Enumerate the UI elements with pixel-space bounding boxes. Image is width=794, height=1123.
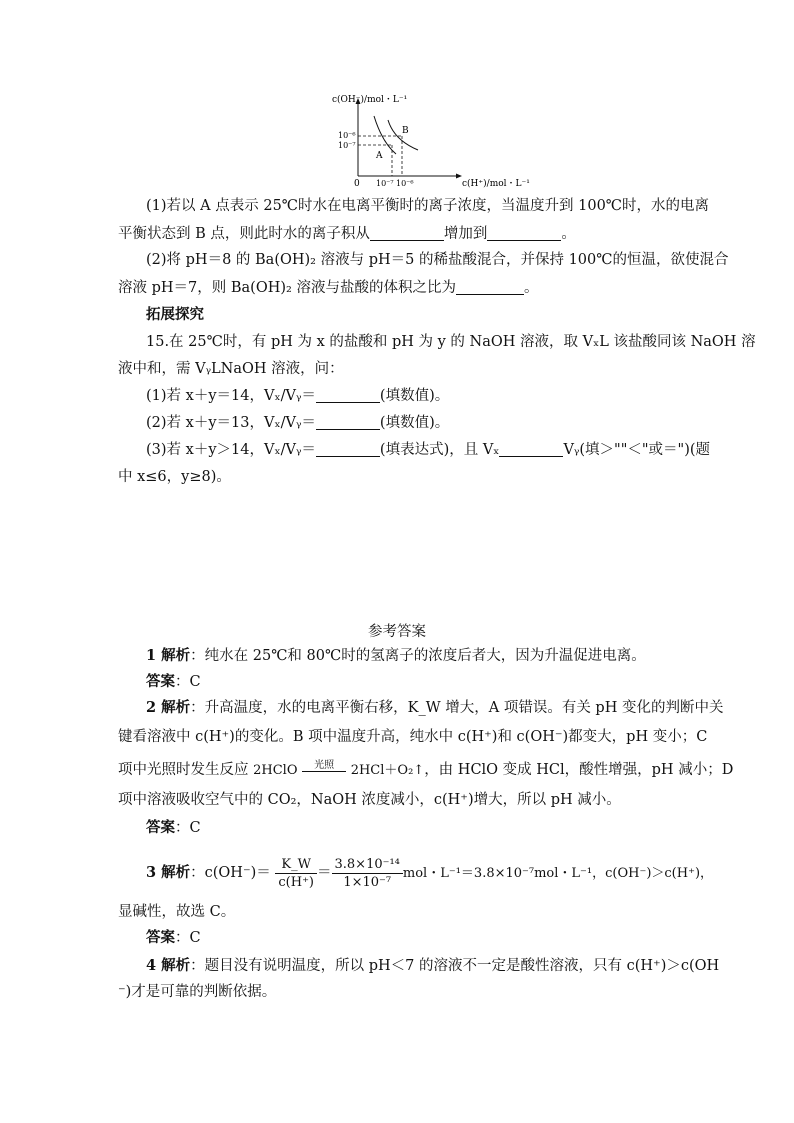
- answer3-fraction-2: [332, 856, 403, 891]
- q15-part2-text-a: (2)若 x＋y＝13，Vₓ/Vᵧ＝: [146, 415, 316, 431]
- q15-part3-blank-2[interactable]: [499, 442, 563, 457]
- q15-part1-text-b: (填数值)。: [379, 388, 450, 404]
- answer3-frac1-den: c(H⁺): [278, 874, 314, 890]
- q14-part2-text-a: 溶液 pH＝7，则 Ba(OH)₂ 溶液与盐酸的体积之比为: [118, 280, 456, 296]
- answer3-result: [146, 928, 201, 948]
- x-tick-high: 10⁻⁶: [396, 179, 414, 188]
- q14-part1-blank-2[interactable]: [487, 226, 561, 241]
- answer2-answer: ：C: [175, 820, 201, 836]
- answer1-analysis: [146, 646, 646, 666]
- answer4-text-1: ：题目没有说明温度，所以 pH＜7 的溶液不一定是酸性溶液，只有 c(H⁺)＞c(OH: [190, 958, 720, 974]
- q14-part1-line2: [118, 224, 576, 244]
- reaction-bar: [302, 771, 346, 772]
- answers-title: 参考答案: [368, 624, 426, 640]
- q14-part1-text-b: 增加到: [443, 226, 488, 242]
- q15-part3-blank-1[interactable]: [316, 442, 380, 457]
- x-axis-arrow: [456, 174, 462, 179]
- answer2-answer-label: 答案: [146, 819, 175, 836]
- q14-part1-text-a: 平衡状态到 B 点，则此时水的离子积从: [118, 226, 370, 242]
- q15-part2-blank[interactable]: [316, 415, 380, 430]
- answer4-line1: [146, 956, 719, 976]
- y-axis-label: c(OH⁻)/mol・L⁻¹: [332, 95, 408, 105]
- q15-part3: [146, 440, 710, 460]
- answer2-line4: 项中溶液吸收空气中的 CO₂，NaOH 浓度减小，c(H⁺)增大，所以 pH 减小。: [118, 792, 621, 808]
- q15-part3-text-a: (3)若 x＋y＞14，Vₓ/Vᵧ＝: [146, 442, 316, 458]
- answer1-label: 1 解析: [146, 647, 191, 664]
- answer3-line1: [146, 853, 713, 893]
- answer2-line1: [146, 698, 723, 718]
- answer2-text-3a: 项中光照时发生反应: [118, 762, 249, 778]
- q15-part3-line2: 中 x≤6，y≥8)。: [118, 469, 231, 485]
- answer1-result: [146, 672, 201, 692]
- answer2-text-1: ：升高温度，水的电离平衡右移，K_W 增大，A 项错误。有关 pH 变化的判断中关: [190, 700, 724, 716]
- answer4-line2: ⁻)才是可靠的判断依据。: [118, 984, 277, 1000]
- point-b-label: B: [402, 126, 409, 136]
- answer2-text-3b: ，由 HClO 变成 HCl，酸性增强，pH 减小；D: [424, 762, 734, 778]
- answer3-label: 3 解析: [146, 864, 191, 881]
- answer2-label: 2 解析: [146, 699, 191, 716]
- q15-part3-text-c: Vᵧ(填＞""＜"或＝")(题: [563, 442, 711, 458]
- ion-concentration-diagram: [330, 92, 530, 192]
- answer2-result: [146, 818, 201, 838]
- y-tick-low: 10⁻⁷: [338, 141, 356, 150]
- q14-part1-line1: (1)若以 A 点表示 25℃时水在电离平衡时的离子浓度，当温度升到 100℃时，水的电离: [146, 198, 710, 214]
- diagram-svg: [330, 92, 530, 189]
- q14-part2-line2: [118, 278, 538, 298]
- answer3-frac1-num: K_W: [275, 856, 317, 874]
- point-a-label: A: [376, 151, 383, 161]
- answer1-answer-label: 答案: [146, 673, 175, 690]
- q15-part2: [146, 413, 449, 433]
- curve-a: [374, 116, 396, 154]
- answer2-reactant: 2HClO: [253, 763, 298, 778]
- answer3-rhs: mol・L⁻¹＝3.8×10⁻⁷mol・L⁻¹，c(OH⁻)＞c(H⁺)，: [402, 866, 714, 881]
- answer3-frac2-den: 1×10⁻⁷: [343, 874, 392, 890]
- q15-part2-text-b: (填数值)。: [379, 415, 450, 431]
- answer4-label: 4 解析: [146, 957, 191, 974]
- q14-part2-text-b: 。: [523, 280, 539, 296]
- section-title: 拓展探究: [146, 306, 204, 323]
- q15-part1-blank[interactable]: [316, 388, 380, 403]
- answer2-line3: [118, 760, 733, 781]
- x-tick-low: 10⁻⁷: [376, 179, 394, 188]
- reaction-arrow: [302, 761, 346, 772]
- q15-part1-text-a: (1)若 x＋y＝14，Vₓ/Vᵧ＝: [146, 388, 316, 404]
- q15-line1: 15.在 25℃时，有 pH 为 x 的盐酸和 pH 为 y 的 NaOH 溶液，取 VₓL 该盐酸同该 NaOH 溶: [146, 334, 756, 350]
- q14-part1-text-c: 。: [561, 226, 576, 242]
- answer2-product: 2HCl＋O₂↑: [350, 763, 425, 778]
- answer3-line2: 显碱性，故选 C。: [118, 904, 236, 920]
- answer3-fraction-1: [275, 856, 317, 891]
- answer3-equals: ＝: [317, 865, 332, 881]
- q15-part3-text-b: (填表达式)，且 Vₓ: [379, 442, 500, 458]
- answer1-text: ：纯水在 25℃和 80℃时的氢离子的浓度后者大，因为升温促进电离。: [190, 648, 646, 664]
- q14-part2-blank[interactable]: [456, 280, 524, 295]
- answer3-answer-label: 答案: [146, 929, 175, 946]
- q14-part2-line1: (2)将 pH＝8 的 Ba(OH)₂ 溶液与 pH＝5 的稀盐酸混合，并保持 100℃的恒温，欲使混合: [146, 252, 729, 268]
- q15-part1: [146, 386, 449, 406]
- answer3-lhs: ：c(OH⁻)＝: [190, 865, 271, 881]
- answer3-answer: ：C: [175, 930, 201, 946]
- origin-label: 0: [354, 179, 360, 189]
- x-axis-label: c(H⁺)/mol・L⁻¹: [462, 179, 530, 189]
- answer1-answer: ：C: [175, 674, 201, 690]
- answer3-frac2-num: 3.8×10⁻¹⁴: [332, 856, 403, 874]
- q14-part1-blank-1[interactable]: [370, 226, 444, 241]
- reaction-condition: 光照: [314, 760, 335, 771]
- y-tick-high: 10⁻⁶: [338, 131, 356, 140]
- q15-line2: 液中和，需 VᵧLNaOH 溶液，问：: [118, 361, 344, 377]
- answer2-line2: 键看溶液中 c(H⁺)的变化。B 项中温度升高，纯水中 c(H⁺)和 c(OH⁻)都变大，pH 变小；C: [118, 729, 708, 745]
